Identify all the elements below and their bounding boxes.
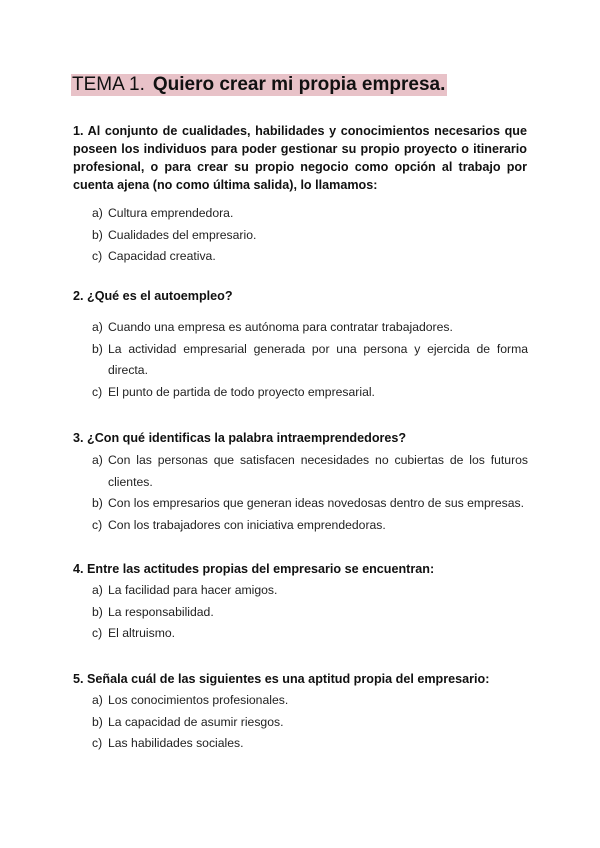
option-1b	[92, 225, 528, 247]
option-text: Los conocimientos profesionales.	[108, 693, 289, 707]
option-text: Con los empresarios que generan ideas novedosas dentro de sus empresas.	[108, 496, 524, 510]
question-1-options	[92, 203, 528, 268]
option-2a	[92, 317, 528, 339]
option-text: Con los trabajadores con iniciativa emprendedoras.	[108, 517, 386, 532]
page-title	[71, 74, 447, 96]
question-4: 4. Entre las actitudes propias del empresario se encuentran:	[73, 562, 435, 576]
option-text: La actividad empresarial generada por una persona y ejercida de forma directa.	[108, 341, 528, 377]
question-5: 5. Señala cuál de las siguientes es una aptitud propia del empresario:	[73, 672, 490, 686]
option-text: La facilidad para hacer amigos.	[108, 583, 278, 597]
title-text: Quiero crear mi propia empresa.	[152, 74, 446, 95]
option-4c	[92, 623, 528, 645]
option-letter: b)	[92, 341, 103, 356]
option-letter: a)	[92, 206, 103, 220]
option-5a	[92, 690, 528, 712]
question-3-options	[92, 450, 528, 536]
option-3c	[92, 515, 528, 537]
option-letter: c)	[92, 517, 103, 532]
option-letter: a)	[92, 693, 103, 707]
question-2: 2. ¿Qué es el autoempleo?	[73, 289, 233, 303]
option-letter: b)	[92, 496, 103, 510]
option-2c	[92, 382, 528, 404]
option-3a	[92, 450, 528, 493]
option-4a	[92, 580, 528, 602]
question-2-options	[92, 317, 528, 403]
question-3: 3. ¿Con qué identificas la palabra intraemprendedores?	[73, 431, 407, 445]
option-4b	[92, 602, 528, 624]
question-1: 1. Al conjunto de cualidades, habilidades y conocimientos necesarios que poseen los individuos para poder gestionar su propio proyecto o itinerario profesional, o para crear su propio negocio como opción al trabajo por cuenta ajena (no como última salida), lo llamamos:	[73, 124, 527, 192]
option-1c	[92, 246, 528, 268]
option-text: Cultura emprendedora.	[108, 206, 234, 220]
option-5c	[92, 733, 528, 755]
option-1a	[92, 203, 528, 225]
option-letter: c)	[92, 384, 103, 399]
option-letter: a)	[92, 583, 103, 597]
option-text: El punto de partida de todo proyecto empresarial.	[108, 384, 375, 399]
option-text: El altruismo.	[108, 626, 176, 640]
option-text: Con las personas que satisfacen necesidades no cubiertas de los futuros clientes.	[108, 453, 528, 489]
option-letter: a)	[92, 320, 103, 334]
option-letter: a)	[92, 453, 103, 467]
option-text: Las habilidades sociales.	[108, 736, 244, 750]
title-number: TEMA 1.	[72, 74, 145, 95]
question-5-options	[92, 690, 528, 755]
option-3b	[92, 493, 528, 515]
option-2b	[92, 339, 528, 382]
option-text: La capacidad de asumir riesgos.	[108, 714, 284, 729]
option-letter: b)	[92, 604, 103, 619]
option-5b	[92, 712, 528, 734]
option-letter: c)	[92, 626, 103, 640]
option-text: Cuando una empresa es autónoma para contratar trabajadores.	[108, 320, 453, 334]
question-4-options	[92, 580, 528, 645]
option-text: Cualidades del empresario.	[108, 227, 257, 242]
option-letter: c)	[92, 736, 103, 750]
option-letter: b)	[92, 714, 103, 729]
option-letter: c)	[92, 249, 103, 263]
option-text: Capacidad creativa.	[108, 249, 216, 263]
option-letter: b)	[92, 227, 103, 242]
option-text: La responsabilidad.	[108, 604, 214, 619]
